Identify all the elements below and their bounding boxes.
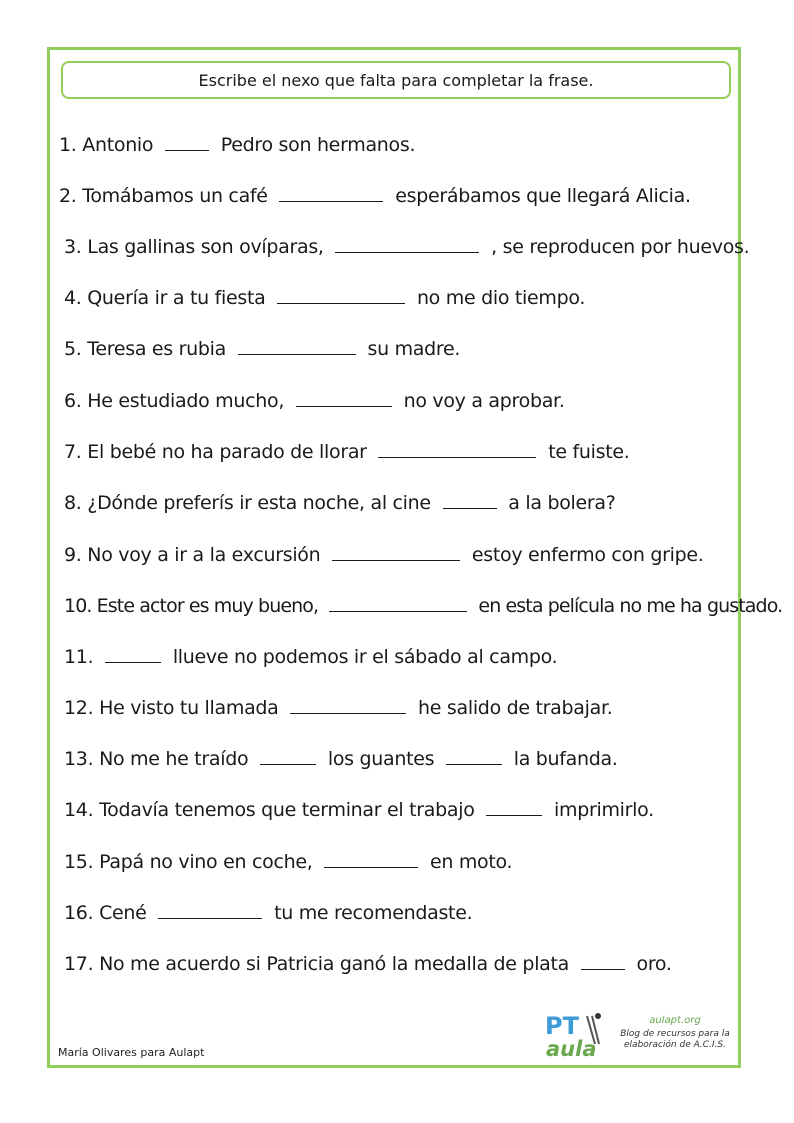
- sentence-after: Pedro son hermanos.: [220, 134, 416, 156]
- sentence-before: He visto tu llamada: [99, 697, 279, 719]
- sentence-4: [64, 287, 585, 309]
- sentence-middle: los guantes: [327, 748, 435, 770]
- sentence-before: He estudiado mucho,: [87, 390, 285, 412]
- answer-blank[interactable]: [158, 914, 262, 919]
- sentence-before: Este actor es muy bueno,: [96, 595, 319, 617]
- sentence-number: 12.: [64, 697, 94, 719]
- sentence-number: 15.: [64, 851, 94, 873]
- sentence-3: [64, 236, 749, 258]
- sentence-6: [64, 390, 565, 412]
- sentence-before: ¿Dónde preferís ir esta noche, al cine: [87, 492, 431, 514]
- sentence-11: [64, 646, 557, 668]
- site-tagline: Blog de recursos para la elaboración de A.C.I.S.: [620, 1029, 730, 1050]
- sentence-number: 13.: [64, 748, 94, 770]
- sentence-after: no voy a aprobar.: [403, 390, 565, 412]
- answer-blank[interactable]: [329, 607, 467, 612]
- answer-blank[interactable]: [335, 248, 479, 253]
- sentence-before: El bebé no ha parado de llorar: [87, 441, 367, 463]
- sentence-number: 14.: [64, 799, 94, 821]
- sentence-after: no me dio tiempo.: [416, 287, 586, 309]
- sentence-number: 6.: [64, 390, 82, 412]
- logo-aula-text: aula: [546, 1037, 597, 1061]
- sentence-12: [64, 697, 612, 719]
- answer-blank[interactable]: [332, 556, 460, 561]
- answer-blank[interactable]: [378, 453, 536, 458]
- sentence-after: he salido de trabajar.: [418, 697, 613, 719]
- sentence-after: en esta película no me ha gustado.: [478, 595, 783, 617]
- answer-blank[interactable]: [165, 146, 209, 151]
- sentence-after: imprimirlo.: [554, 799, 654, 821]
- sentence-number: 5.: [64, 338, 82, 360]
- aulapt-logo: [543, 1010, 611, 1062]
- sentence-2: [59, 185, 691, 207]
- sentence-9: [64, 544, 704, 566]
- sentence-after: tu me recomendaste.: [274, 902, 473, 924]
- sentence-after: a la bolera?: [508, 492, 616, 514]
- sentence-before: No me he traído: [99, 748, 249, 770]
- instruction-box: [61, 61, 731, 99]
- sentence-after: su madre.: [367, 338, 461, 360]
- sentence-number: 3.: [64, 236, 82, 258]
- sentence-after: , se reproducen por huevos.: [491, 236, 750, 258]
- answer-blank[interactable]: [446, 760, 502, 765]
- sentence-number: 2.: [59, 185, 77, 207]
- sentence-before: Cené: [99, 902, 147, 924]
- answer-blank[interactable]: [279, 197, 383, 202]
- sentence-number: 8.: [64, 492, 82, 514]
- sentence-8: [64, 492, 616, 514]
- sentence-number: 11.: [64, 646, 94, 668]
- sentence-17: [64, 953, 672, 975]
- sentence-number: 16.: [64, 902, 94, 924]
- sentence-7: [64, 441, 629, 463]
- logo-caption: [620, 1015, 730, 1051]
- sentence-before: Tomábamos un café: [82, 185, 268, 207]
- sentence-after: la bufanda.: [513, 748, 618, 770]
- sentence-before: Las gallinas son ovíparas,: [87, 236, 324, 258]
- sentence-1: [59, 134, 415, 156]
- sentence-number: 4.: [64, 287, 82, 309]
- sentence-number: 10.: [64, 595, 92, 617]
- sentence-number: 9.: [64, 544, 82, 566]
- sentence-before: Quería ir a tu fiesta: [87, 287, 266, 309]
- sentence-10: [64, 595, 782, 617]
- answer-blank[interactable]: [105, 658, 161, 663]
- sentence-5: [64, 338, 460, 360]
- sentence-before: Teresa es rubia: [87, 338, 226, 360]
- sentence-after: esperábamos que llegará Alicia.: [395, 185, 691, 207]
- sentence-14: [64, 799, 654, 821]
- answer-blank[interactable]: [324, 863, 418, 868]
- sentence-13: [64, 748, 618, 770]
- answer-blank[interactable]: [260, 760, 316, 765]
- answer-blank[interactable]: [238, 350, 356, 355]
- logo-pt-text: PT: [545, 1012, 579, 1040]
- sentence-before: No me acuerdo si Patricia ganó la medalla de plata: [99, 953, 570, 975]
- answer-blank[interactable]: [277, 299, 405, 304]
- answer-blank[interactable]: [486, 811, 542, 816]
- sentence-after: llueve no podemos ir el sábado al campo.: [172, 646, 558, 668]
- site-url: aulapt.org: [649, 1015, 701, 1026]
- answer-blank[interactable]: [296, 402, 392, 407]
- answer-blank[interactable]: [581, 965, 625, 970]
- sentence-after: en moto.: [429, 851, 513, 873]
- sentence-number: 7.: [64, 441, 82, 463]
- sentence-number: 1.: [59, 134, 77, 156]
- sentence-after: estoy enfermo con gripe.: [471, 544, 704, 566]
- answer-blank[interactable]: [290, 709, 406, 714]
- sentence-15: [64, 851, 512, 873]
- sentence-before: Todavía tenemos que terminar el trabajo: [99, 799, 475, 821]
- sentence-before: Papá no vino en coche,: [99, 851, 313, 873]
- instruction-text: Escribe el nexo que falta para completar la frase.: [198, 70, 594, 90]
- sentence-before: Antonio: [82, 134, 154, 156]
- answer-blank[interactable]: [443, 504, 497, 509]
- sentence-16: [64, 902, 472, 924]
- sentence-before: No voy a ir a la excursión: [87, 544, 321, 566]
- author-credit: María Olivares para Aulapt: [58, 1046, 205, 1059]
- sentence-number: 17.: [64, 953, 94, 975]
- sentence-after: te fuiste.: [548, 441, 630, 463]
- sentence-after: oro.: [636, 953, 672, 975]
